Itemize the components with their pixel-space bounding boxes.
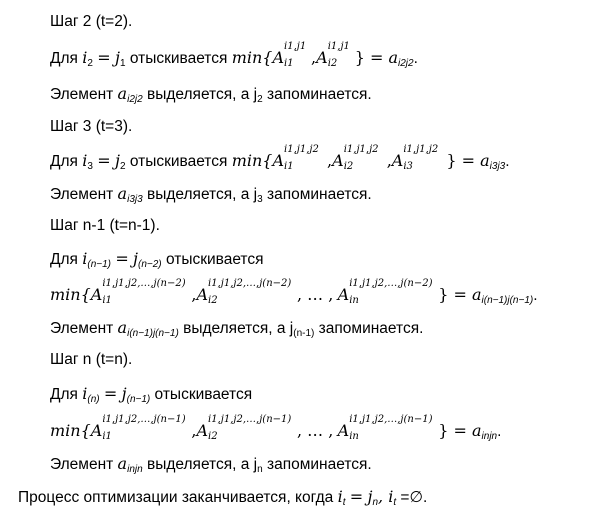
matrix-A-n: A i1,j1,j2,…,j(n−1) in [337, 414, 433, 442]
step-2-formula: Для i2 = j1 отыскивается min{A i1,j1 i1 ,A i1,j1 i2 } = ai2j2. [50, 41, 418, 69]
matrix-A-n: A i1,j1,j2,…,j(n−2) in [337, 278, 433, 306]
var-a: a [388, 48, 399, 67]
var-j-sub: 1 [119, 58, 126, 69]
matrix-A-1: A i1,j1 i1 [272, 41, 307, 69]
matrix-A-1: A i1,j1,j2,…,j(n−1) i1 [90, 414, 186, 442]
step-2-element: Элемент ai2j2 выделяется, а j2 запоминается. [50, 84, 372, 105]
matrix-A-2: A i1,j1,j2,…,j(n−1) i2 [196, 414, 292, 442]
final-condition: Процесс оптимизации заканчивается, когда it = jn, it =∅. [18, 487, 428, 508]
var-j: j [114, 48, 120, 67]
min-close: } = [354, 48, 389, 67]
var-i-sub: 2 [87, 58, 93, 69]
matrix-A-2: A i1,j1,j2,…,j(n−2) i2 [196, 278, 292, 306]
step-n1-formula: min{A i1,j1,j2,…,j(n−2) i1 ,A i1,j1,j2,…,j(n−2) i2 , … , A i1,j1,j2,…,j(n−2) in } = ai(n−1)j(n−1). [50, 278, 538, 306]
step-2-heading: Шаг 2 (t=2). [50, 13, 133, 30]
step-3-heading: Шаг 3 (t=3). [50, 118, 133, 135]
matrix-A-1: A i1,j1,j2,…,j(n−2) i1 [90, 278, 186, 306]
min-open: min{ [231, 48, 273, 67]
step-n-element: Элемент ainjn выделяется, а jn запоминается. [50, 454, 372, 475]
matrix-A-3: A i1,j1,j2 i3 [391, 144, 439, 172]
for-word: Для [50, 50, 78, 67]
step-n-formula: min{A i1,j1,j2,…,j(n−1) i1 ,A i1,j1,j2,…,j(n−1) i2 , … , A i1,j1,j2,…,j(n−1) in } = ainjn. [50, 414, 502, 442]
step-n-condition: Для i(n) = j(n−1) отыскивается [50, 384, 253, 405]
var-i: i [82, 48, 88, 67]
step-3-formula: Для i3 = j2 отыскивается min{A i1,j1,j2 i1 ,A i1,j1,j2 i2 ,A i1,j1,j2 i3 } = ai3j3. [50, 144, 510, 172]
matrix-A-2: A i1,j1 i2 [316, 41, 350, 69]
matrix-A-1: A i1,j1,j2 i1 [272, 144, 319, 172]
step-3-element: Элемент ai3j3 выделяется, а j3 запоминается. [50, 184, 372, 205]
step-n1-element: Элемент ai(n−1)j(n−1) выделяется, а j(n-1) запоминается. [50, 318, 424, 339]
searching-word: отыскивается [129, 50, 228, 67]
step-n1-heading: Шаг n-1 (t=n-1). [50, 217, 160, 234]
eq-sign: = [97, 48, 111, 67]
matrix-A-2: A i1,j1,j2 i2 [332, 144, 379, 172]
step-n-heading: Шаг n (t=n). [50, 351, 133, 368]
step-n1-condition: Для i(n−1) = j(n−2) отыскивается [50, 249, 264, 270]
